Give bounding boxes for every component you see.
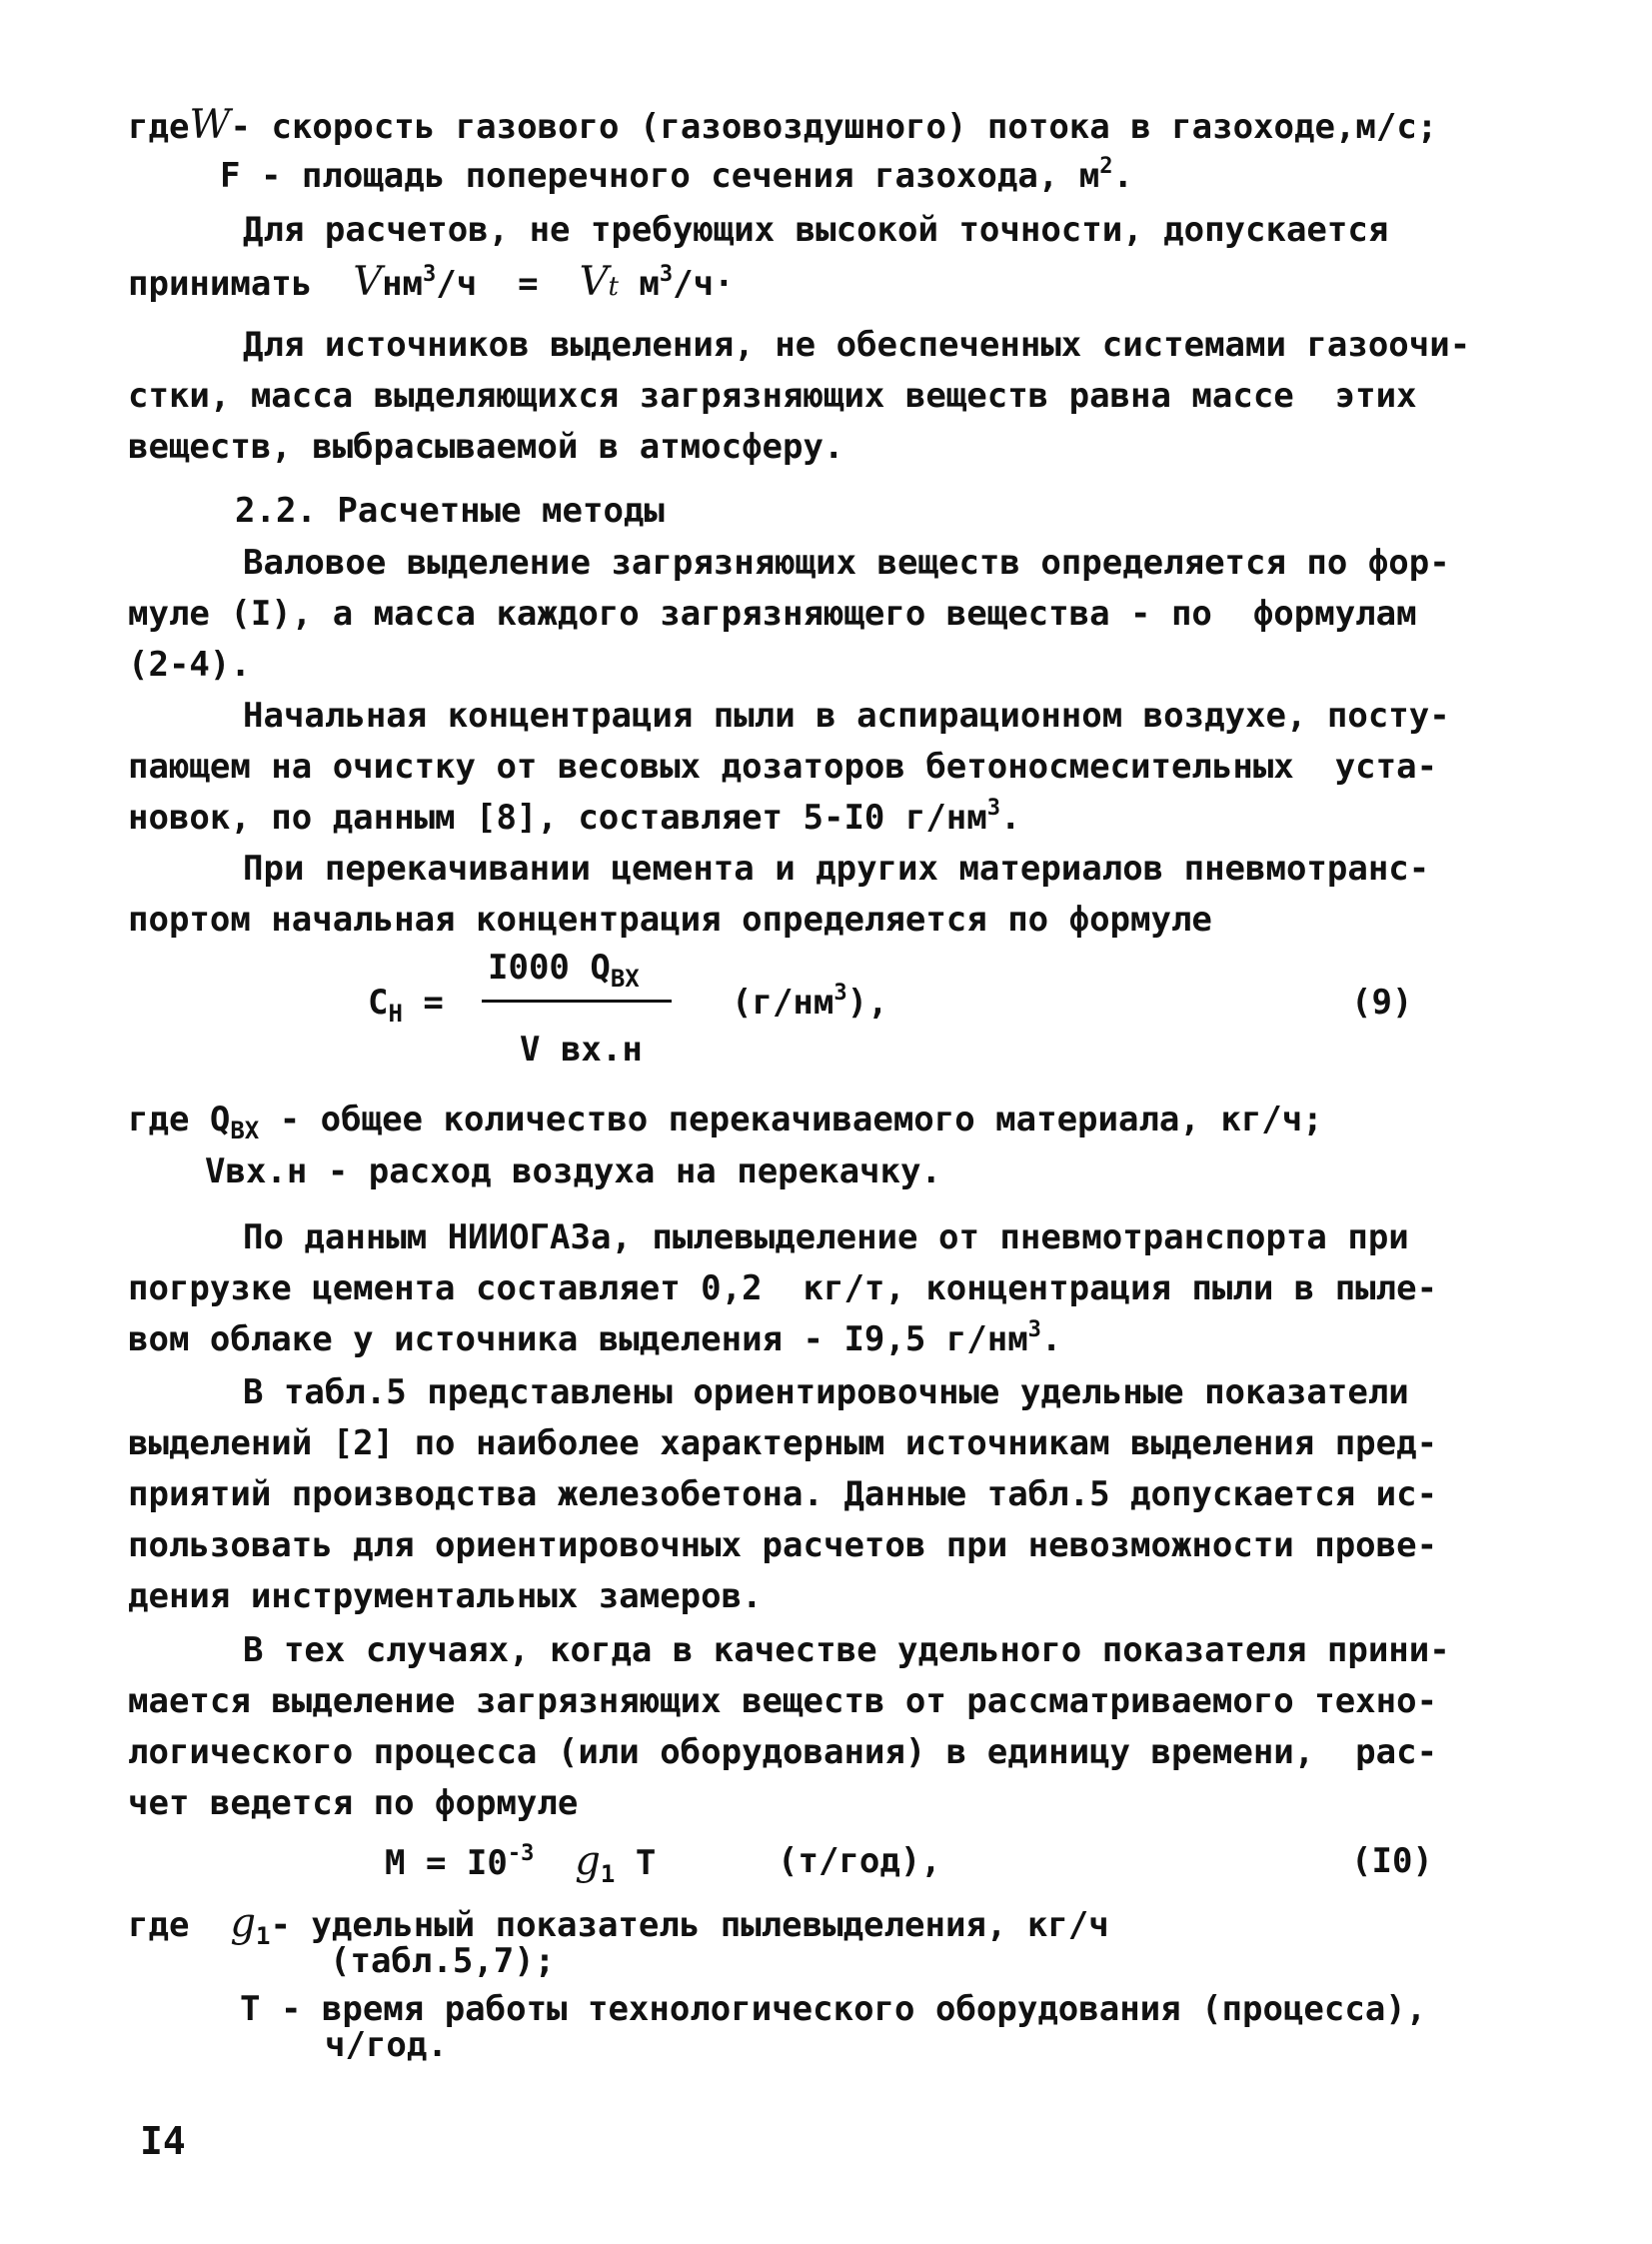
text-line-33: Т - время работы технологического оборудования (процесса), [240, 1989, 1427, 2029]
page-number: I4 [140, 2119, 186, 2163]
text-line-29: логического процесса (или оборудования) в единицу времени, рас- [128, 1732, 1438, 1772]
text-line-4: принимать Vнм$^3$/ч = Vt $м^3/ч\cdot$ [128, 259, 735, 305]
text-line-14: новок, по данным [8], составляет 5-I0 $г/нм^3$. [128, 796, 1021, 838]
text-line-16: портом начальная концентрация определяется по формуле [128, 900, 1212, 940]
text-line-11: (2-4). [128, 645, 251, 685]
text-line-1: гдеW- скорость газового (газовоздушного) потока в газоходе,м/с; [128, 102, 1438, 148]
text-line-12: Начальная концентрация пыли в аспирационном воздухе, посту- [243, 696, 1450, 736]
text-line-5: Для источников выделения, не обеспеченных системами газоочи- [243, 325, 1471, 365]
text-line-13: пающем на очистку от весовых дозаторов бетоносмесительных уста- [128, 747, 1438, 787]
text-line-15: При перекачивании цемента и других материалов пневмотранс- [243, 849, 1430, 889]
text-line-27: В тех случаях, когда в качестве удельного показателя прини- [243, 1630, 1450, 1670]
text-line-17: где $Q_{ВХ}$ - общее количество перекачиваемого материала, кг/ч; [128, 1100, 1323, 1144]
formula-10-body: $М = I0^{-3}$ $g_1$ Т [385, 1838, 657, 1888]
text-line-21: вом облаке у источника выделения - I9,5 $г/нм^3$. [128, 1317, 1062, 1359]
text-line-19: По данным НИИОГАЗа, пылевыделение от пневмотранспорта при [243, 1217, 1409, 1257]
formula-10-unit: (т/год), [778, 1841, 941, 1881]
formula-9-lhs: $С_Н$ = [368, 983, 444, 1028]
text-line-28: мается выделение загрязняющих веществ от рассматриваемого техно- [128, 1681, 1438, 1721]
text-line-2: F - площадь поперечного сечения газохода, $м^2$. [220, 154, 1133, 196]
text-line-6: стки, масса выделяющихся загрязняющих веществ равна массе этих [128, 376, 1417, 416]
text-line-18: Vвх.н - расход воздуха на перекачку. [205, 1151, 941, 1191]
text-line-34: ч/год. [325, 2025, 448, 2065]
text-line-7: веществ, выбрасываемой в атмосферу. [128, 427, 844, 467]
formula-9-number: (9) [1351, 983, 1413, 1023]
formula-9-denominator: V вх.н [520, 1030, 643, 1070]
text-line-9: Валовое выделение загрязняющих веществ определяется по фор- [243, 543, 1450, 583]
text-line-20: погрузке цемента составляет 0,2 кг/т, концентрация пыли в пыле- [128, 1268, 1438, 1308]
text-line-23: выделений [2] по наиболее характерным источникам выделения пред- [128, 1423, 1438, 1463]
section-heading: 2.2. Расчетные методы [235, 491, 665, 531]
text-line-25: пользовать для ориентировочных расчетов при невозможности прове- [128, 1525, 1438, 1565]
formula-9-numerator: I000 $Q_{ВХ}$ [488, 948, 640, 993]
formula-10-number: (I0) [1351, 1841, 1433, 1881]
text-line-24: приятий производства железобетона. Данные табл.5 допускается ис- [128, 1474, 1438, 1514]
formula-9-unit: $(г/нм^3)$, [732, 981, 888, 1023]
text-line-22: В табл.5 представлены ориентировочные удельные показатели [243, 1372, 1409, 1412]
text-line-26: дения инструментальных замеров. [128, 1576, 763, 1616]
text-line-30: чет ведется по формуле [128, 1783, 579, 1823]
text-line-31: где $g_1-$ удельный показатель пылевыделения, кг/ч [128, 1900, 1109, 1950]
text-line-32: (табл.5,7); [330, 1941, 556, 1981]
text-line-10: муле (I), а масса каждого загрязняющего вещества - по формулам [128, 594, 1417, 634]
formula-9-fraction-bar [482, 1000, 672, 1003]
text-line-3: Для расчетов, не требующих высокой точности, допускается [243, 210, 1389, 250]
